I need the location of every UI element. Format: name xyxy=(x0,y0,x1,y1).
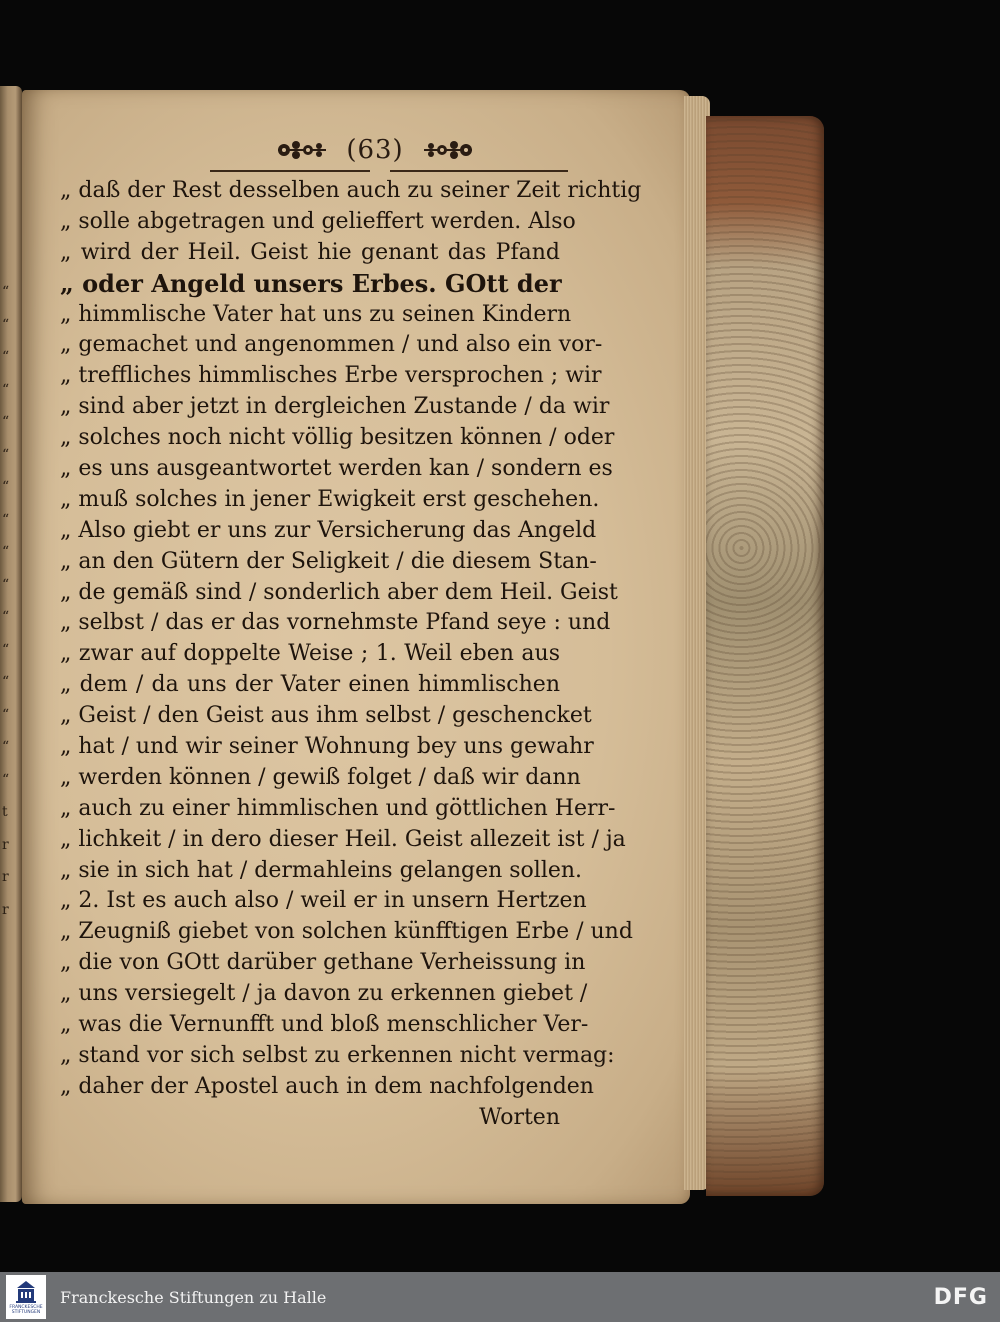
page-header xyxy=(170,128,580,172)
previous-page-edge xyxy=(0,86,22,1202)
margin-mark: “ xyxy=(2,414,10,430)
margin-mark: “ xyxy=(2,381,10,398)
margin-mark: “ xyxy=(2,576,10,593)
footer-bar xyxy=(0,1272,1000,1322)
margin-mark: “ xyxy=(2,446,10,463)
text-line: „ an den Gütern der Seligkeit / die diesem Stan- xyxy=(60,548,597,574)
page-body-text xyxy=(60,176,642,1134)
text-line: „ gemachet und angenommen / und also ein vor- xyxy=(60,332,603,358)
text-line: „ zwar auf doppelte Weise ; 1. Weil eben aus xyxy=(60,641,560,667)
text-line: „ auch zu einer himmlischen und göttlichen Herr- xyxy=(60,795,616,821)
logo-text-line: FRANCKESCHE xyxy=(9,1304,43,1310)
text-line: „ daher der Apostel auch in dem nachfolgenden xyxy=(60,1073,594,1099)
text-line: „ de gemäß sind / sonderlich aber dem Heil. Geist xyxy=(60,579,618,605)
building-icon xyxy=(15,1280,37,1304)
dfg-logo[interactable]: DFG xyxy=(933,1284,988,1310)
text-line: „ wird der Heil. Geist hie genant das Pfand xyxy=(60,239,560,265)
margin-mark: “ xyxy=(2,349,10,365)
text-line: „ solle abgetragen und gelieffert werden. Also xyxy=(60,208,576,234)
text-line: „ Zeugniß giebet von solchen künfftigen Erbe / und xyxy=(60,919,633,945)
margin-mark: “ xyxy=(2,316,10,333)
right-ornament-icon xyxy=(418,137,476,163)
book-cover-edge xyxy=(706,116,824,1196)
previous-page-margin-marks xyxy=(2,276,20,926)
text-line: „ es uns ausgeantwortet werden kan / sondern es xyxy=(60,456,613,482)
text-line: „ treffliches himmlisches Erbe versprochen ; wir xyxy=(60,363,602,389)
text-line: „ 2. Ist es auch also / weil er in unsern Hertzen xyxy=(60,888,587,914)
page-number: (63) xyxy=(346,135,404,165)
margin-mark: “ xyxy=(2,479,10,495)
margin-mark: “ xyxy=(2,706,10,723)
text-line: „ stand vor sich selbst zu erkennen nicht vermag: xyxy=(60,1042,615,1068)
margin-mark: t xyxy=(2,804,8,820)
institution-name[interactable]: Franckesche Stiftungen zu Halle xyxy=(60,1287,327,1307)
text-line: „ oder Angeld unsers Erbes. GOtt der xyxy=(60,268,562,298)
text-line: „ muß solches in jener Ewigkeit erst geschehen. xyxy=(60,486,600,512)
text-line: „ uns versiegelt / ja davon zu erkennen giebet / xyxy=(60,981,588,1007)
margin-mark: “ xyxy=(2,739,10,755)
left-ornament-icon xyxy=(274,137,332,163)
text-line: „ Also giebt er uns zur Versicherung das Angeld xyxy=(60,517,597,543)
margin-mark: “ xyxy=(2,511,10,528)
margin-mark: r xyxy=(2,901,9,918)
margin-mark: “ xyxy=(2,284,10,300)
margin-mark: r xyxy=(2,869,9,885)
text-line: „ sie in sich hat / dermahleins gelangen sollen. xyxy=(60,857,583,883)
margin-mark: “ xyxy=(2,674,10,690)
text-line: „ solches noch nicht völlig besitzen können / oder xyxy=(60,425,615,451)
catchword: Worten xyxy=(479,1104,560,1130)
margin-mark: “ xyxy=(2,544,10,560)
header-rule-left xyxy=(210,170,370,172)
text-line: „ Geist / den Geist aus ihm selbst / geschencket xyxy=(60,703,592,729)
text-line: „ sind aber jetzt in dergleichen Zustande / da wir xyxy=(60,394,610,420)
text-line: „ lichkeit / in dero dieser Heil. Geist allezeit ist / ja xyxy=(60,826,626,852)
text-line: „ was die Vernunfft und bloß menschlicher Ver- xyxy=(60,1012,589,1038)
text-line: „ himmlische Vater hat uns zu seinen Kindern xyxy=(60,301,572,327)
margin-mark: “ xyxy=(2,609,10,625)
logo-text-line: STIFTUNGEN xyxy=(11,1309,41,1315)
text-line: „ daß der Rest desselben auch zu seiner Zeit richtig xyxy=(60,178,642,203)
text-line: „ die von GOtt darüber gethane Verheissung in xyxy=(60,950,586,976)
text-line: „ hat / und wir seiner Wohnung bey uns gewahr xyxy=(60,734,594,760)
text-line: „ werden können / gewiß folget / daß wir dann xyxy=(60,764,581,790)
margin-mark: r xyxy=(2,836,9,853)
text-line: „ dem / da uns der Vater einen himmlischen xyxy=(60,672,560,698)
margin-mark: “ xyxy=(2,641,10,658)
header-rule-right xyxy=(390,170,568,172)
franckesche-stiftungen-logo[interactable] xyxy=(6,1275,46,1319)
text-line: „ selbst / das er das vornehmste Pfand seye : und xyxy=(60,610,611,636)
margin-mark: “ xyxy=(2,771,10,788)
